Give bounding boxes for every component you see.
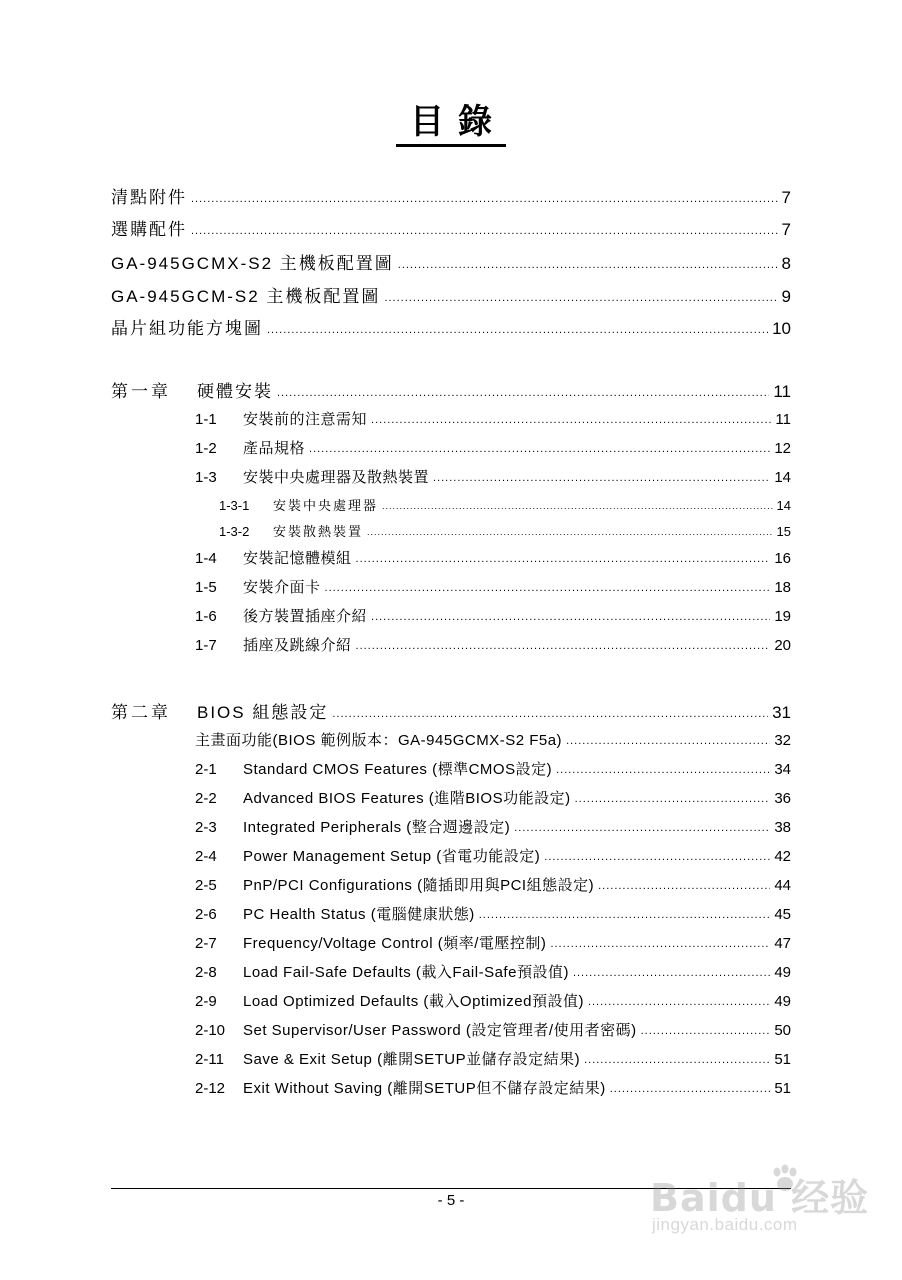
watermark-brand: Baidu 经验 <box>650 1176 870 1220</box>
toc-entry[interactable]: 1-7 插座及跳線介紹 ..... 20 <box>195 634 791 655</box>
toc-entry[interactable]: GA-945GCMX-S2 主機板配置圖 ..... 8 <box>111 249 791 274</box>
toc-entry[interactable]: 主畫面功能(BIOS 範例版本：GA-945GCMX-S2 F5a) ..... 32 <box>195 729 791 750</box>
toc-subentry[interactable]: 1-3-2 安裝散熱裝置 ..... 15 <box>219 521 791 540</box>
toc-entry[interactable]: 2-9 Load Optimized Defaults (載入Optimized預設值) ..... 49 <box>195 990 791 1011</box>
baidu-watermark <box>650 1163 890 1243</box>
toc-entry[interactable]: 1-4 安裝記憶體模組 ..... 16 <box>195 547 791 568</box>
toc-entry[interactable]: 晶片組功能方塊圖 ..... 10 <box>111 314 791 339</box>
toc-entry[interactable]: 2-7 Frequency/Voltage Control (頻率/電壓控制) ..... 47 <box>195 932 791 953</box>
chapter-1-heading[interactable]: 第一章 硬體安裝 ..... 11 <box>111 377 791 402</box>
toc-entry[interactable]: 清點附件 ..... 7 <box>111 183 791 208</box>
toc-entry[interactable]: 2-11 Save & Exit Setup (離開SETUP並儲存設定結果) ..... 51 <box>195 1048 791 1069</box>
toc-entry[interactable]: GA-945GCM-S2 主機板配置圖 ..... 9 <box>111 282 791 307</box>
toc-entry[interactable]: 2-1 Standard CMOS Features (標準CMOS設定) ..... 34 <box>195 758 791 779</box>
paw-icon <box>768 1163 802 1197</box>
toc-entry[interactable]: 2-5 PnP/PCI Configurations (隨插即用與PCI組態設定) ..... 44 <box>195 874 791 895</box>
toc-entry[interactable]: 1-5 安裝介面卡 ..... 18 <box>195 576 791 597</box>
toc-entry[interactable]: 2-10 Set Supervisor/User Password (設定管理者/使用者密碼) ..... 50 <box>195 1019 791 1040</box>
toc-entry[interactable]: 1-1 安裝前的注意需知 ..... 11 <box>195 408 791 429</box>
toc-entry[interactable]: 1-3 安裝中央處理器及散熱裝置 ..... 14 <box>195 466 791 487</box>
toc-subentry[interactable]: 1-3-1 安裝中央處理器 ..... 14 <box>219 495 791 514</box>
page-number: - 5 - <box>437 1192 465 1209</box>
watermark-url: jingyan.baidu.com <box>652 1215 798 1234</box>
toc-entry[interactable]: 2-2 Advanced BIOS Features (進階BIOS功能設定) ..... 36 <box>195 787 791 808</box>
toc-entry[interactable]: 選購配件 ..... 7 <box>111 215 791 240</box>
toc-entry[interactable]: 2-12 Exit Without Saving (離開SETUP但不儲存設定結果) ..... 51 <box>195 1077 791 1098</box>
toc-entry[interactable]: 1-2 產品規格 ..... 12 <box>195 437 791 458</box>
toc-entry[interactable]: 2-4 Power Management Setup (省電功能設定) ..... 42 <box>195 845 791 866</box>
toc-entry[interactable]: 2-6 PC Health Status (電腦健康狀態) ..... 45 <box>195 903 791 924</box>
chapter-2-heading[interactable]: 第二章 BIOS 組態設定 ..... 31 <box>111 698 791 723</box>
toc-title: 目錄 <box>0 102 902 147</box>
toc-entry[interactable]: 2-3 Integrated Peripherals (整合週邊設定) ..... 38 <box>195 816 791 837</box>
toc-entry[interactable]: 1-6 後方裝置插座介紹 ..... 19 <box>195 605 791 626</box>
toc-entry[interactable]: 2-8 Load Fail-Safe Defaults (載入Fail-Safe預設值) ..... 49 <box>195 961 791 982</box>
